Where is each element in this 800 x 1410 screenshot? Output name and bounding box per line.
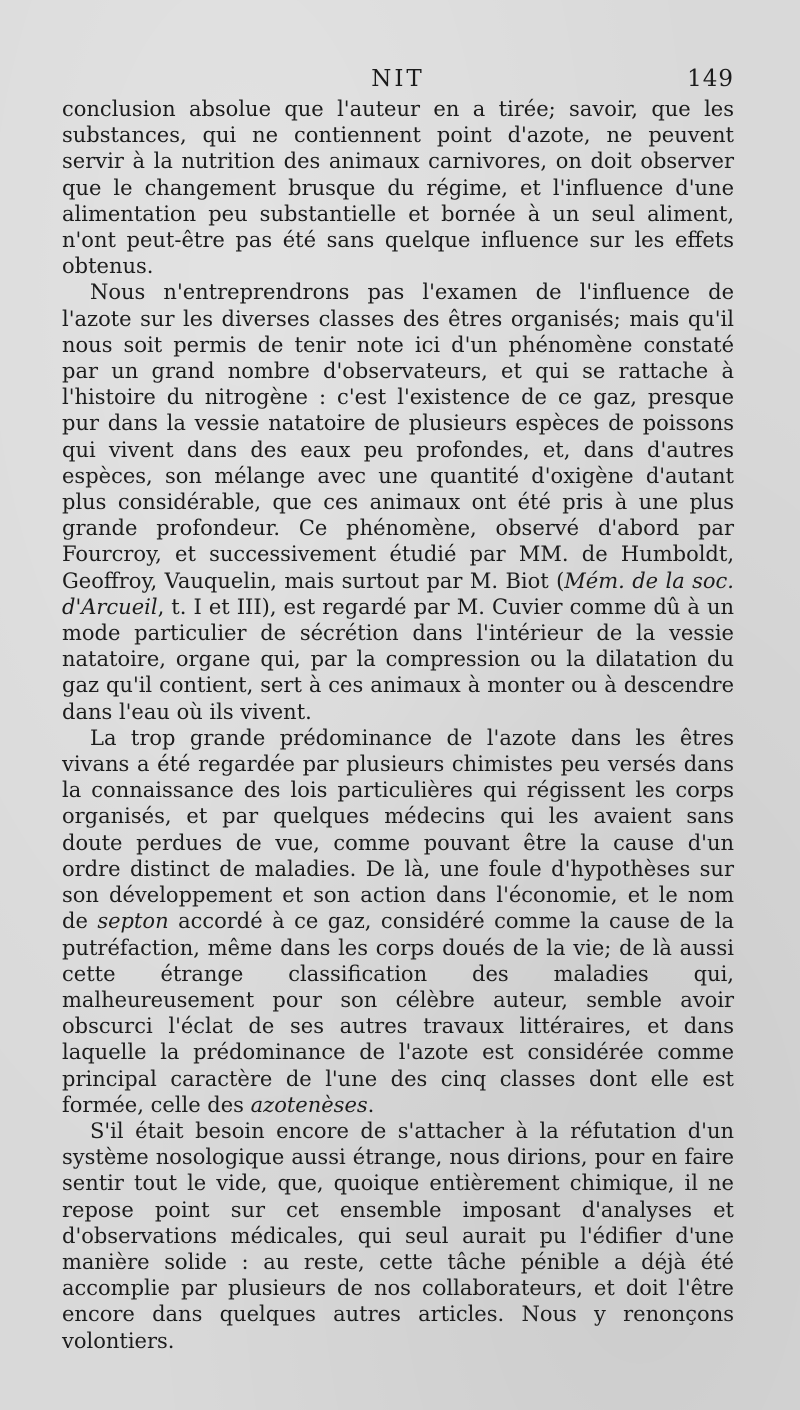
paragraph-4: S'il était besoin encore de s'attacher à la réfutation d'un système nosologique aussi étrange, nous dirions, pour en faire sentir tout le vide, que, quoique entièrement chimique, il ne repose point sur cet ensemble imposant d'analyses et d'observations médicales, qui seul aurait pu l'édifier d'une manière solide : au reste, cette tâche pénible a déjà été accomplie par plusieurs de nos collaborateurs, et doit l'être encore dans quelques autres articles. Nous y renonçons volontiers. [62, 1118, 734, 1353]
paragraph-2-text-a: Nous n'entreprendrons pas l'examen de l'influence de l'azote sur les diverses classes des êtres organisés; mais qu'il nous soit permis de tenir note ici d'un phénomène constaté par un grand nombre d'observateurs, et qui se rattache à l'histoire du nitrogène : c'est l'existence de ce gaz, presque pur dans la vessie natatoire de plusieurs espèces de poissons qui vivent dans des eaux peu profondes, et, dans d'autres espèces, son mélange avec une quantité d'oxigène d'autant plus considérable, que ces animaux ont été pris à une plus grande profondeur. Ce phénomène, observé d'abord par Fourcroy, et successivement étudié par MM. de Humboldt, Geoffroy, Vauquelin, mais surtout par M. Biot ( [62, 280, 734, 593]
page-header [62, 66, 734, 96]
paragraph-3-text-b: accordé à ce gaz, considéré comme la cause de la putréfaction, même dans les corps doués de la vie; de là aussi cette étrange classification des maladies qui, malheureusement pour son célèbre auteur, semble avoir obscurci l'éclat de ses autres travaux littéraires, et dans laquelle la prédominance de l'azote est considérée comme principal caractère de l'une des cinq classes dont elle est formée, celle des [62, 909, 735, 1117]
septon-italic: septon [97, 909, 169, 934]
paragraph-2-text-b: , t. I et III), est regardé par M. Cuvier comme dû à un mode particulier de sécrétion dans l'intérieur de la vessie natatoire, organe qui, par la compression ou la dilatation du gaz qu'il contient, sert à ces animaux à monter ou à descendre dans l'eau où ils vivent. [62, 594, 734, 724]
page-number: 149 [687, 66, 734, 92]
paragraph-3-text-c: . [367, 1092, 375, 1117]
citation-italic: Mém. de la soc. d'Arcueil [62, 568, 734, 619]
paragraph-2 [62, 279, 734, 724]
paragraph-3-text-a: La trop grande prédominance de l'azote dans les êtres vivans a été regardée par plusieurs chimistes peu versés dans la connaissance des lois particulières qui régissent les corps organisés, et par quelques médecins qui les avaient sans doute perdues de vue, comme pouvant être la cause d'un ordre distinct de maladies. De là, une foule d'hypothèses sur son développement et son action dans l'économie, et le nom de [62, 725, 734, 934]
running-head: NIT [371, 66, 425, 92]
paragraph-1: conclusion absolue que l'auteur en a tirée; savoir, que les substances, qui ne contiennent point d'azote, ne peuvent servir à la nutrition des animaux carnivores, on doit observer que le changement brusque du régime, et l'influence d'une alimentation peu substantielle et bornée à un seul aliment, n'ont peut-être pas été sans quelque influence sur les effets obtenus. [62, 97, 734, 279]
azoteneses-italic: azotenèses [250, 1092, 368, 1117]
paragraph-3 [62, 725, 734, 1118]
body-text [62, 96, 734, 1354]
